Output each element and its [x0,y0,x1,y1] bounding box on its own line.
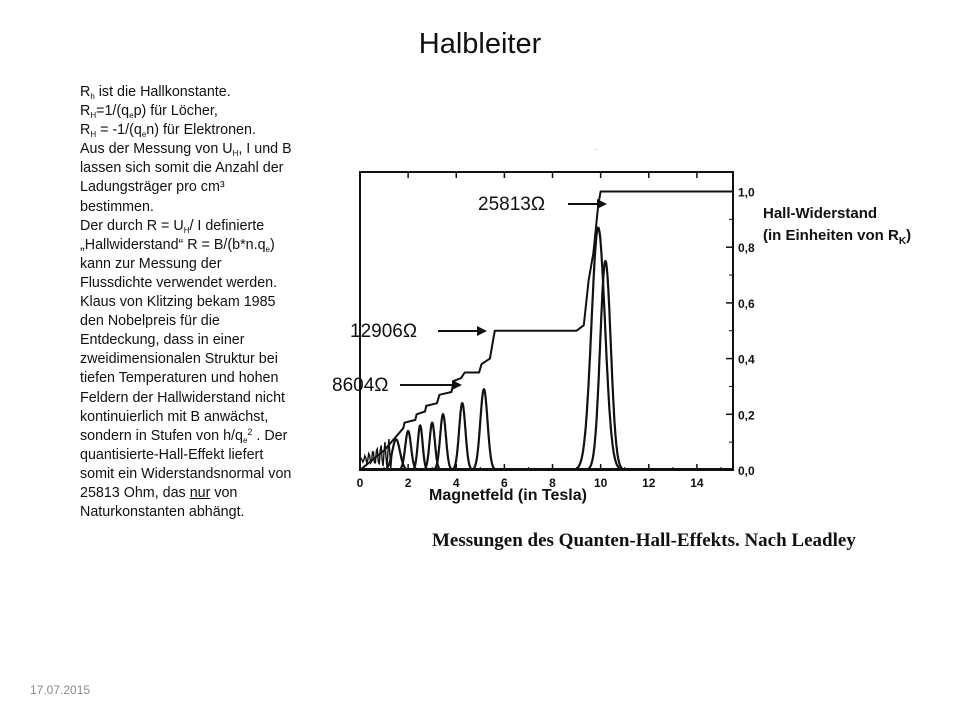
annotation-arrow-head [452,380,462,390]
text-line: $R_h$ ist die Hallkonstante. [80,84,231,101]
text-line: 25813 Ohm, das nur von [80,484,238,501]
y-tick-label: 1,0 [738,185,755,200]
annotation-label: 25813Ω [478,194,546,215]
text-block [80,83,318,522]
x-tick-label: 4 [452,476,460,490]
y-tick-label: 0,2 [738,408,755,423]
text-line: tiefen Temperaturen und hohen [80,370,279,387]
text-line: Ladungsträger pro cm³ [80,179,225,196]
y-tick-label: 0,8 [738,241,755,256]
annotation-arrow-head [597,199,607,209]
x-axis-label: Magnetfeld (in Tesla) [429,487,587,504]
text-line: sondern in Stufen von $h/q_e^2$ . Der [80,426,288,445]
resistance-peak [413,426,428,470]
low-field-oscillation [360,439,392,469]
annotation-label: 8604Ω [332,375,389,396]
text-line: zweidimensionalen Struktur bei [80,351,278,368]
slide-date: 17.07.2015 [30,683,91,697]
resistance-peak [452,403,472,469]
scan-dot: . [595,146,597,152]
x-tick-label: 14 [690,476,704,490]
text-line: Entdeckung, dass in einer [80,332,245,349]
x-tick-label: 0 [356,476,364,490]
text-line: somit ein Widerstandsnormal von [80,465,292,482]
resistance-peak [577,228,620,469]
slide-title: Halbleiter [418,28,542,60]
resistance-peak [472,389,495,469]
x-tick-label: 6 [501,476,508,490]
text-line: den Nobelpreis für die [80,313,220,330]
x-tick-label: 10 [593,476,608,490]
annotation-arrow-head [477,326,487,336]
y-tick-label: 0,0 [738,464,755,478]
text-line: Feldern der Hallwiderstand nicht [80,389,286,406]
text-line: kann zur Messung der [80,255,222,272]
y-tick-label: 0,6 [738,296,755,311]
x-tick-label: 2 [404,476,412,490]
text-line: quantisierte-Hall-Effekt liefert [80,446,264,463]
text-line: $R_H=1/(q_ep)$ für Löcher, [80,103,218,121]
annotation-label: 12906Ω [350,321,418,342]
hall-effect-chart [320,140,920,570]
resistance-peak [434,414,452,469]
text-line: $R_H = -1/(q_en)$ für Elektronen. [80,122,256,140]
text-line: Aus der Messung von $U_H$, I und B [80,141,292,159]
text-line: kontinuierlich mit B anwächst, [80,408,269,425]
text-line: Der durch $R = U_H/$ I definierte [80,217,265,235]
x-tick-label: 12 [642,476,656,490]
text-line: Naturkonstanten abhängt. [80,504,245,521]
text-line: Flussdichte verwendet werden. [80,274,278,291]
y-tick-label: 0,4 [738,352,755,367]
text-line: bestimmen. [80,198,154,215]
x-tick-label: 8 [549,476,556,490]
y-axis-unit-label: (in Einheiten von $R_K$) [763,227,912,247]
text-line: „Hallwiderstand“ $R = B/(b*n.q_e)$ [80,236,275,254]
y-axis-label: Hall-Widerstand [763,205,878,222]
text-line: lassen sich somit die Anzahl der [80,160,284,177]
text-line: Klaus von Klitzing bekam 1985 [80,294,276,311]
chart-caption: Messungen des Quanten-Hall-Effekts. Nach Leadley [432,530,856,551]
